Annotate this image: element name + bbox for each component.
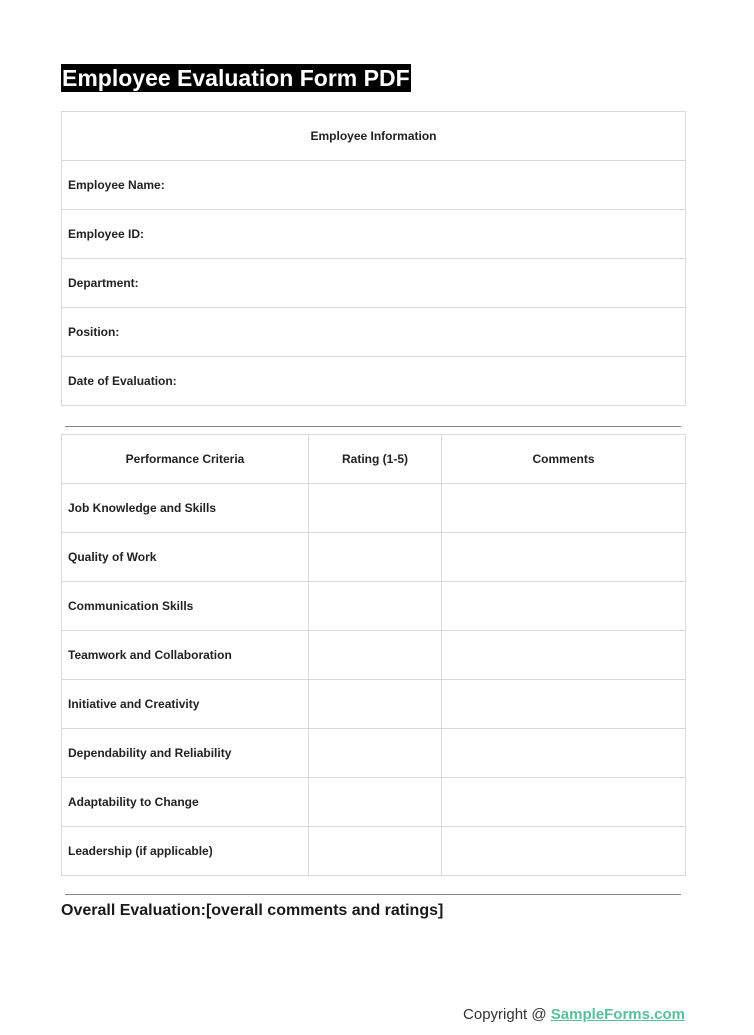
page-title: Employee Evaluation Form PDF — [62, 65, 410, 91]
field-department[interactable]: Department: — [62, 259, 686, 308]
info-heading: Employee Information — [62, 112, 686, 161]
table-row — [62, 827, 686, 876]
header-comments: Comments — [442, 435, 686, 484]
comments-cell[interactable] — [442, 631, 686, 680]
comments-cell[interactable] — [442, 827, 686, 876]
criteria-label: Leadership (if applicable) — [62, 827, 309, 876]
field-date-of-evaluation[interactable]: Date of Evaluation: — [62, 357, 686, 406]
performance-table — [61, 434, 686, 876]
rating-cell[interactable] — [309, 484, 442, 533]
criteria-label: Communication Skills — [62, 582, 309, 631]
rating-cell[interactable] — [309, 827, 442, 876]
brand-link[interactable]: SampleForms.com — [550, 1006, 685, 1023]
rating-cell[interactable] — [309, 533, 442, 582]
comments-cell[interactable] — [442, 484, 686, 533]
table-row — [62, 533, 686, 582]
field-employee-id[interactable]: Employee ID: — [62, 210, 686, 259]
copyright-text: Copyright @ — [463, 1006, 551, 1023]
header-rating: Rating (1-5) — [309, 435, 442, 484]
criteria-label: Initiative and Creativity — [62, 680, 309, 729]
divider — [65, 894, 681, 895]
rating-cell[interactable] — [309, 680, 442, 729]
criteria-label: Dependability and Reliability — [62, 729, 309, 778]
table-row — [62, 631, 686, 680]
table-row — [62, 680, 686, 729]
copyright-footer — [463, 1006, 685, 1023]
overall-evaluation: Overall Evaluation:[overall comments and ratings] — [61, 902, 444, 919]
criteria-label: Adaptability to Change — [62, 778, 309, 827]
employee-info-table — [61, 111, 686, 406]
table-row — [62, 582, 686, 631]
criteria-label: Job Knowledge and Skills — [62, 484, 309, 533]
rating-cell[interactable] — [309, 729, 442, 778]
divider — [65, 426, 681, 427]
rating-cell[interactable] — [309, 582, 442, 631]
rating-cell[interactable] — [309, 631, 442, 680]
criteria-label: Teamwork and Collaboration — [62, 631, 309, 680]
comments-cell[interactable] — [442, 533, 686, 582]
comments-cell[interactable] — [442, 778, 686, 827]
criteria-label: Quality of Work — [62, 533, 309, 582]
comments-cell[interactable] — [442, 582, 686, 631]
comments-cell[interactable] — [442, 729, 686, 778]
table-row — [62, 778, 686, 827]
field-position[interactable]: Position: — [62, 308, 686, 357]
header-criteria: Performance Criteria — [62, 435, 309, 484]
comments-cell[interactable] — [442, 680, 686, 729]
rating-cell[interactable] — [309, 778, 442, 827]
table-row — [62, 729, 686, 778]
table-row — [62, 484, 686, 533]
field-employee-name[interactable]: Employee Name: — [62, 161, 686, 210]
